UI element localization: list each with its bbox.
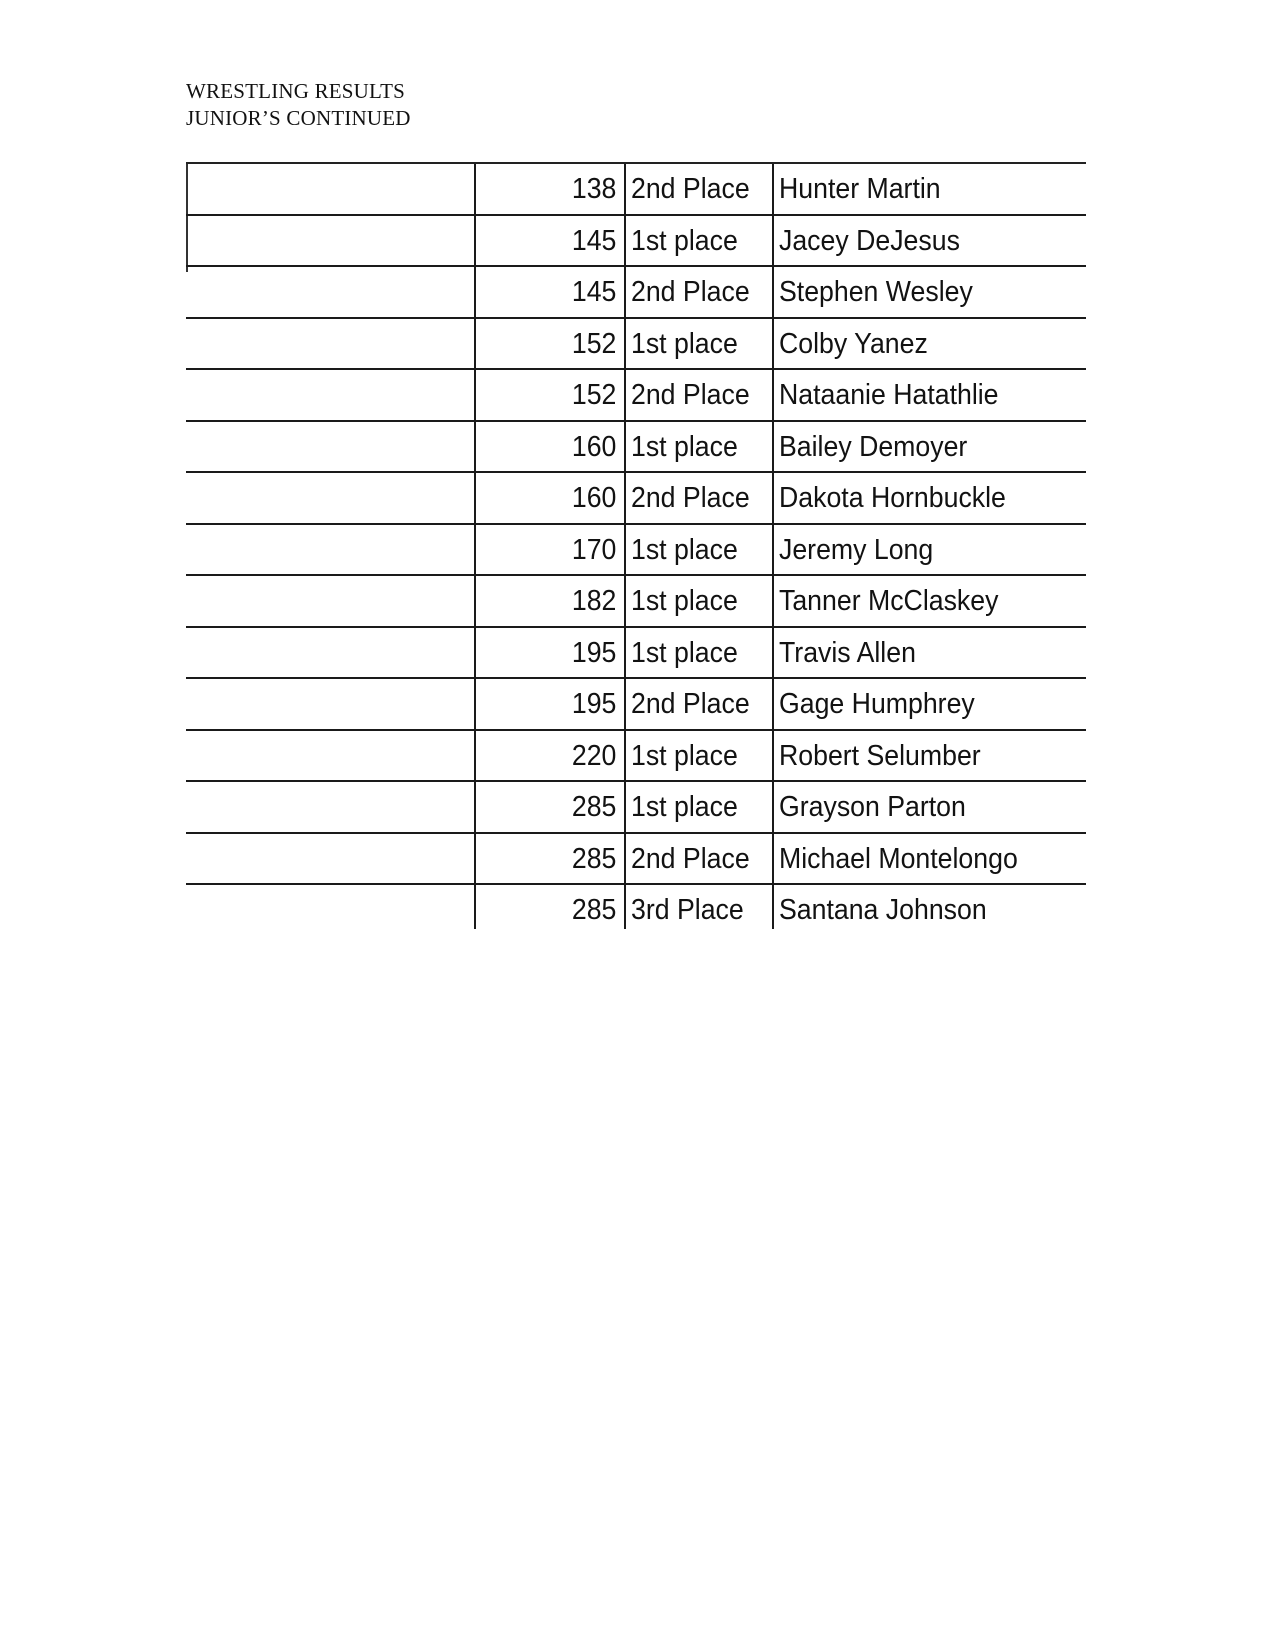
name-cell: [772, 216, 1086, 266]
name-cell: [772, 679, 1086, 729]
weight-cell: [474, 679, 624, 729]
weight-value: 138: [571, 173, 616, 205]
wrestler-name: Grayson Parton: [779, 791, 966, 823]
place-value: 1st place: [631, 533, 738, 566]
wrestler-name: Hunter Martin: [779, 173, 941, 205]
place-cell: [624, 370, 772, 420]
weight-value: 152: [571, 327, 616, 360]
weight-value: 182: [571, 585, 616, 617]
weight-value: 285: [571, 842, 616, 875]
weight-cell: [474, 216, 624, 266]
table-row: [186, 164, 1086, 216]
table-row: [186, 525, 1086, 577]
name-cell: [772, 834, 1086, 884]
table-row: [186, 782, 1086, 834]
place-cell: [624, 885, 772, 929]
document-subtitle: JUNIOR’S CONTINUED: [186, 106, 411, 130]
place-value: 1st place: [631, 636, 738, 669]
name-cell: [772, 731, 1086, 781]
place-cell: [624, 782, 772, 832]
place-value: 2nd Place: [631, 482, 750, 514]
table-row: [186, 370, 1086, 422]
name-cell: [772, 267, 1086, 317]
name-cell: [772, 164, 1086, 214]
table-row: [186, 422, 1086, 474]
table-row: [186, 319, 1086, 371]
weight-value: 285: [571, 791, 616, 823]
weight-value: 220: [571, 739, 616, 772]
wrestler-name: Santana Johnson: [779, 894, 987, 926]
blank-cell: [186, 782, 474, 832]
place-value: 1st place: [631, 430, 738, 463]
table-row: [186, 679, 1086, 731]
table-row: [186, 576, 1086, 628]
weight-value: 152: [571, 379, 616, 411]
blank-cell: [186, 370, 474, 420]
place-cell: [624, 576, 772, 626]
blank-cell: [186, 525, 474, 575]
place-cell: [624, 628, 772, 678]
place-value: 2nd Place: [631, 379, 750, 411]
weight-value: 285: [571, 894, 616, 926]
wrestler-name: Michael Montelongo: [779, 842, 1018, 875]
wrestler-name: Stephen Wesley: [779, 276, 973, 308]
weight-value: 170: [571, 533, 616, 566]
place-cell: [624, 679, 772, 729]
wrestler-name: Gage Humphrey: [779, 688, 975, 720]
weight-cell: [474, 782, 624, 832]
blank-cell: [186, 319, 474, 369]
name-cell: [772, 885, 1086, 929]
blank-cell: [186, 576, 474, 626]
blank-cell: [186, 267, 474, 317]
table-row: [186, 834, 1086, 886]
name-cell: [772, 628, 1086, 678]
name-cell: [772, 422, 1086, 472]
place-cell: [624, 525, 772, 575]
weight-cell: [474, 525, 624, 575]
weight-value: 160: [571, 430, 616, 463]
place-cell: [624, 422, 772, 472]
blank-cell: [186, 679, 474, 729]
table-row: [186, 628, 1086, 680]
place-value: 1st place: [631, 327, 738, 360]
blank-cell: [186, 422, 474, 472]
place-value: 1st place: [631, 791, 738, 823]
name-cell: [772, 525, 1086, 575]
weight-cell: [474, 422, 624, 472]
place-cell: [624, 473, 772, 523]
wrestler-name: Dakota Hornbuckle: [779, 482, 1006, 514]
place-cell: [624, 267, 772, 317]
blank-cell: [186, 885, 474, 929]
place-value: 2nd Place: [631, 276, 750, 308]
weight-value: 160: [571, 482, 616, 514]
weight-cell: [474, 834, 624, 884]
weight-value: 195: [571, 688, 616, 720]
weight-value: 145: [571, 276, 616, 308]
place-value: 1st place: [631, 224, 738, 257]
document-heading: [186, 78, 411, 132]
table-row: [186, 216, 1086, 268]
wrestler-name: Travis Allen: [779, 636, 916, 669]
blank-cell: [186, 628, 474, 678]
wrestler-name: Jeremy Long: [779, 533, 934, 566]
name-cell: [772, 319, 1086, 369]
blank-cell: [186, 473, 474, 523]
wrestler-name: Colby Yanez: [779, 327, 928, 360]
place-value: 3rd Place: [631, 894, 744, 926]
wrestler-name: Bailey Demoyer: [779, 430, 968, 463]
table-row: [186, 267, 1086, 319]
weight-cell: [474, 628, 624, 678]
place-value: 2nd Place: [631, 173, 750, 205]
table-row: [186, 731, 1086, 783]
weight-cell: [474, 576, 624, 626]
weight-cell: [474, 731, 624, 781]
table-row: [186, 473, 1086, 525]
place-cell: [624, 834, 772, 884]
weight-cell: [474, 267, 624, 317]
weight-cell: [474, 370, 624, 420]
blank-cell: [186, 834, 474, 884]
place-cell: [624, 319, 772, 369]
name-cell: [772, 576, 1086, 626]
wrestler-name: Nataanie Hatathlie: [779, 379, 999, 411]
place-value: 2nd Place: [631, 842, 750, 875]
place-cell: [624, 731, 772, 781]
weight-cell: [474, 885, 624, 929]
weight-cell: [474, 319, 624, 369]
results-table: [186, 162, 1086, 929]
place-value: 1st place: [631, 739, 738, 772]
blank-cell: [186, 216, 474, 266]
wrestler-name: Robert Selumber: [779, 739, 981, 772]
name-cell: [772, 473, 1086, 523]
name-cell: [772, 782, 1086, 832]
place-value: 2nd Place: [631, 688, 750, 720]
weight-value: 195: [571, 636, 616, 669]
place-cell: [624, 164, 772, 214]
table-row: [186, 885, 1086, 929]
blank-cell: [186, 731, 474, 781]
place-cell: [624, 216, 772, 266]
name-cell: [772, 370, 1086, 420]
weight-value: 145: [571, 224, 616, 257]
wrestler-name: Jacey DeJesus: [779, 224, 960, 257]
document-title: WRESTLING RESULTS: [186, 79, 406, 103]
weight-cell: [474, 473, 624, 523]
blank-cell: [186, 164, 474, 214]
place-value: 1st place: [631, 585, 738, 617]
wrestler-name: Tanner McClaskey: [779, 585, 999, 617]
weight-cell: [474, 164, 624, 214]
